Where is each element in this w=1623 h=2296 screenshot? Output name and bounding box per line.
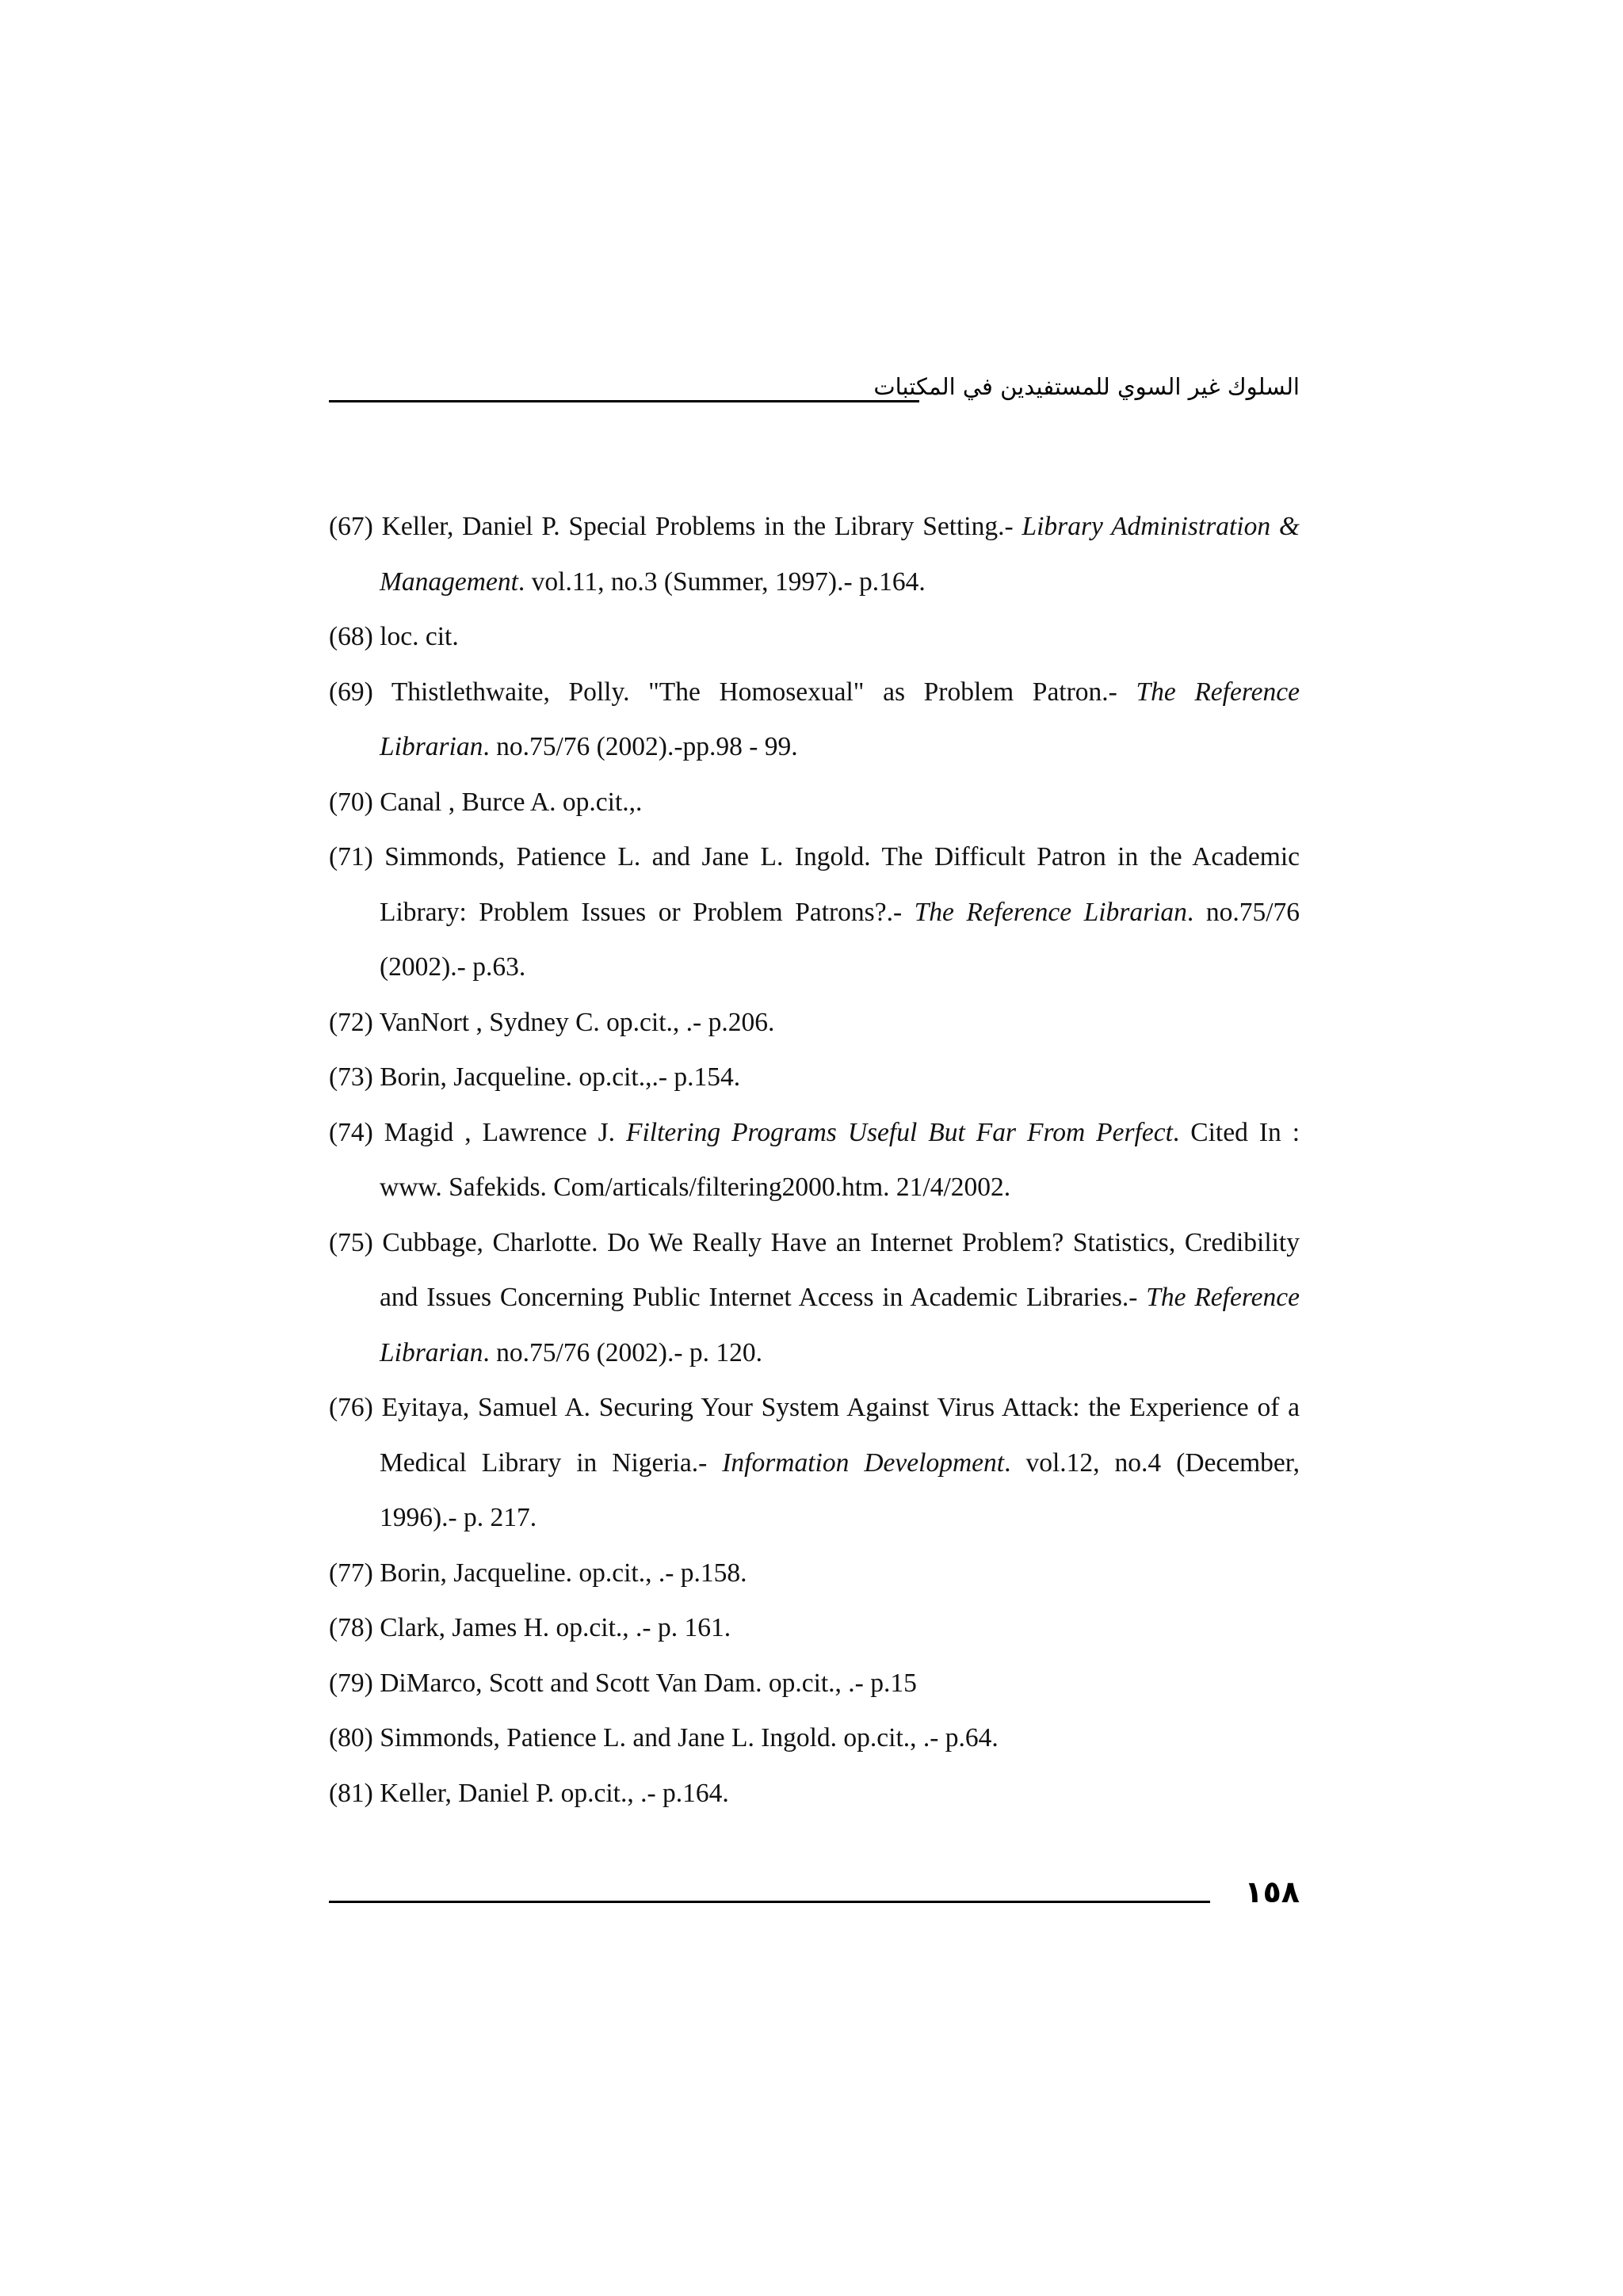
reference-item [329, 609, 1300, 665]
page-footer [329, 1875, 1300, 1914]
reference-text: Keller, Daniel P. op.cit., .- p.164. [372, 1778, 729, 1808]
reference-number: (72) [329, 1007, 373, 1037]
page-number: ١٥٨ [1244, 1875, 1300, 1909]
header-title: السلوك غير السوي للمستفيدين في المكتبات [873, 373, 1300, 400]
reference-details: . no.75/76 (2002).- p. 120. [483, 1337, 762, 1367]
reference-details: . vol.11, no.3 (Summer, 1997).- p.164. [517, 566, 926, 597]
reference-item [329, 1380, 1300, 1546]
reference-item [329, 1766, 1300, 1821]
reference-list [329, 499, 1300, 1821]
running-header [329, 372, 1300, 404]
reference-text: loc. cit. [372, 622, 459, 651]
header-rule [329, 400, 919, 402]
reference-item [329, 1215, 1300, 1381]
reference-title-italic: Information Development [722, 1447, 1005, 1478]
reference-number: (68) [329, 622, 373, 651]
reference-text: Keller, Daniel P. Special Problems in the Library Setting.- [372, 512, 1022, 541]
reference-number: (80) [329, 1723, 373, 1753]
reference-text: DiMarco, Scott and Scott Van Dam. op.cit., .- p.15 [372, 1668, 917, 1698]
reference-text: Simmonds, Patience L. and Jane L. Ingold. The Difficult Patron in the Academic Library: Problem Issues or Problem Patrons?.- [372, 842, 1300, 927]
reference-item [329, 830, 1300, 995]
reference-text: Magid , Lawrence J. [372, 1117, 626, 1147]
footer-rule [329, 1901, 1210, 1903]
reference-details: . vol.12, no.4 (December, 1996).- p. 217. [380, 1447, 1300, 1532]
reference-item [329, 1711, 1300, 1766]
reference-item [329, 1656, 1300, 1711]
reference-item [329, 1600, 1300, 1656]
reference-number: (73) [329, 1062, 373, 1092]
reference-number: (74) [329, 1117, 373, 1147]
reference-text: Cubbage, Charlotte. Do We Really Have an Internet Problem? Statistics, Credibility and Issues Concerning Public Internet Access in Academic Libraries.- [372, 1227, 1300, 1312]
reference-number: (69) [329, 677, 373, 707]
reference-item [329, 1050, 1300, 1105]
reference-text: Simmonds, Patience L. and Jane L. Ingold. op.cit., .- p.64. [372, 1723, 999, 1753]
reference-details: . no.75/76 (2002).- p.63. [380, 897, 1300, 982]
reference-title-italic: Library Administration & Management [380, 512, 1300, 597]
reference-number: (81) [329, 1778, 373, 1808]
reference-text: Eyitaya, Samuel A. Securing Your System Against Virus Attack: the Experience of a Medical Library in Nigeria.- [372, 1393, 1300, 1478]
reference-number: (75) [329, 1227, 373, 1257]
reference-number: (76) [329, 1393, 373, 1422]
reference-title-italic: The Reference Librarian [380, 677, 1300, 761]
reference-number: (71) [329, 842, 373, 871]
reference-text: VanNort , Sydney C. op.cit., .- p.206. [372, 1007, 775, 1037]
reference-number: (70) [329, 787, 373, 817]
reference-details: . no.75/76 (2002).-pp.98 - 99. [483, 732, 798, 761]
reference-item [329, 1546, 1300, 1601]
reference-number: (78) [329, 1613, 373, 1642]
reference-number: (67) [329, 512, 373, 541]
reference-item [329, 665, 1300, 775]
reference-text: Thistlethwaite, Polly. "The Homosexual" as Problem Patron.- [372, 677, 1136, 707]
reference-item [329, 995, 1300, 1051]
reference-text: Clark, James H. op.cit., .- p. 161. [372, 1613, 731, 1642]
reference-text: Borin, Jacqueline. op.cit., .- p.158. [372, 1558, 747, 1588]
reference-number: (77) [329, 1558, 373, 1588]
reference-title-italic: The Reference Librarian [914, 897, 1187, 927]
reference-title-italic: The Reference Librarian [380, 1283, 1300, 1367]
reference-title-italic: Filtering Programs Useful But Far From Perfect [626, 1117, 1173, 1147]
reference-details: . Cited In : www. Safekids. Com/articals/filtering2000.htm. 21/4/2002. [380, 1117, 1300, 1202]
reference-item [329, 1105, 1300, 1215]
reference-item [329, 775, 1300, 830]
reference-number: (79) [329, 1668, 373, 1698]
reference-text: Borin, Jacqueline. op.cit.,.- p.154. [372, 1062, 741, 1092]
reference-text: Canal , Burce A. op.cit.,. [372, 787, 643, 817]
reference-item [329, 499, 1300, 609]
